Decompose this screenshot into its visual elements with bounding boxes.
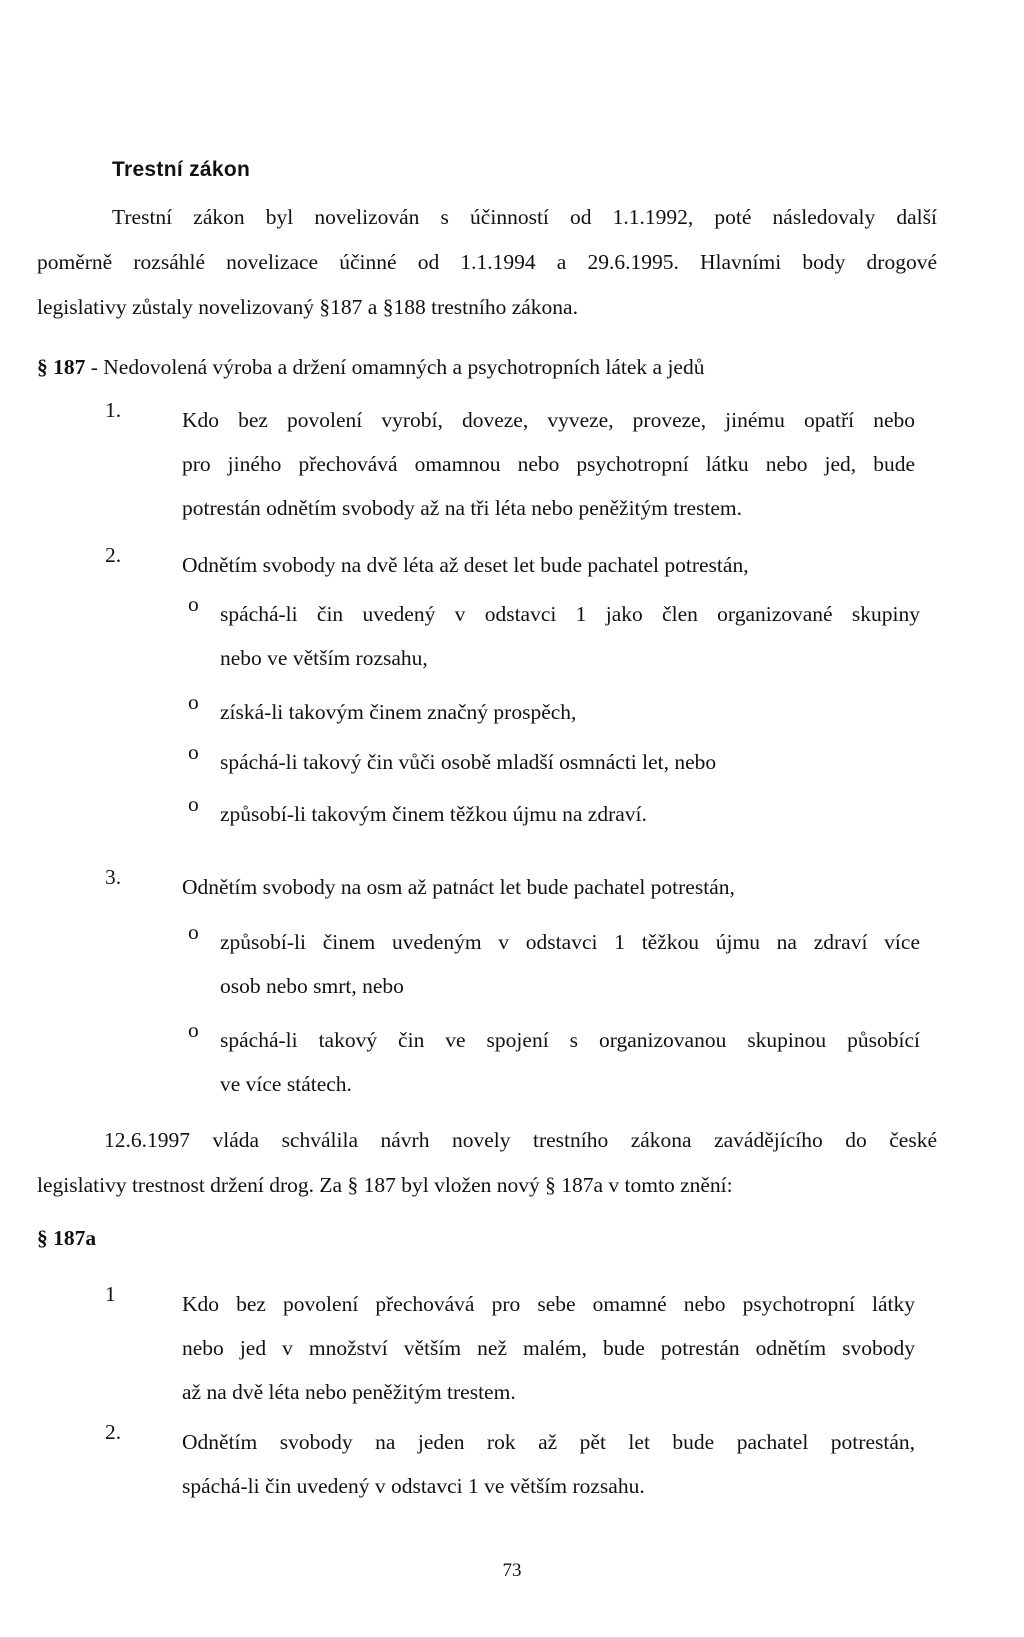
item-number: 2. (105, 543, 122, 567)
bullet-line: způsobí-li takovým činem těžkou újmu na zdraví. (220, 802, 647, 826)
item-text (182, 1420, 915, 1508)
bullet-mark: o (188, 920, 199, 944)
bullet-text (220, 592, 920, 680)
note-line: legislativy trestnost držení drog. Za § 187 byl vložen nový § 187a v tomto znění: (37, 1173, 733, 1197)
bullet-line: získá-li takovým činem značný prospěch, (220, 700, 577, 724)
bullet-text (220, 740, 920, 784)
item-line: Odnětím svobody na jeden rok až pět let bude pachatel potrestán, (182, 1430, 915, 1454)
item-number: 1 (105, 1282, 116, 1306)
section-symbol: § 187 (37, 355, 86, 379)
note-line: 12.6.1997 vláda schválila návrh novely trestního zákona zavádějícího do české (104, 1128, 937, 1152)
section-symbol: § 187a (37, 1226, 97, 1250)
note-paragraph (37, 1118, 937, 1208)
item-line: Kdo bez povolení vyrobí, doveze, vyveze, proveze, jinému opatří nebo (182, 408, 915, 432)
item-text (182, 543, 915, 587)
intro-paragraph (37, 195, 937, 330)
item-text (182, 865, 915, 909)
bullet-text (220, 1018, 920, 1106)
item-line: spáchá-li čin uvedený v odstavci 1 ve větším rozsahu. (182, 1474, 645, 1498)
intro-line: poměrně rozsáhlé novelizace účinné od 1.1.1994 a 29.6.1995. Hlavními body drogové (37, 250, 937, 274)
item-number: 3. (105, 865, 122, 889)
item-line: až na dvě léta nebo peněžitým trestem. (182, 1380, 516, 1404)
item-text (182, 398, 915, 530)
bullet-line: osob nebo smrt, nebo (220, 974, 404, 998)
bullet-line: spáchá-li takový čin vůči osobě mladší osmnácti let, nebo (220, 750, 717, 774)
bullet-mark: o (188, 592, 199, 616)
section-title-text: - Nedovolená výroba a držení omamných a psychotropních látek a jedů (90, 355, 705, 379)
section-187-title (37, 355, 704, 380)
item-number: 1. (105, 398, 122, 422)
bullet-mark: o (188, 740, 199, 764)
intro-line: Trestní zákon byl novelizován s účinností od 1.1.1992, poté následovaly další (112, 205, 937, 229)
bullet-text (220, 792, 920, 836)
item-line: potrestán odnětím svobody až na tři léta nebo peněžitým trestem. (182, 496, 743, 520)
bullet-line: spáchá-li takový čin ve spojení s organizovanou skupinou působící (220, 1028, 920, 1052)
bullet-line: nebo ve větším rozsahu, (220, 646, 428, 670)
bullet-line: způsobí-li činem uvedeným v odstavci 1 těžkou újmu na zdraví více (220, 930, 920, 954)
item-line: Kdo bez povolení přechovává pro sebe omamné nebo psychotropní látky (182, 1292, 915, 1316)
bullet-line: ve více státech. (220, 1072, 352, 1096)
item-number: 2. (105, 1420, 122, 1444)
page-title: Trestní zákon (112, 158, 251, 181)
item-line: pro jiného přechovává omamnou nebo psychotropní látku nebo jed, bude (182, 452, 915, 476)
item-line: nebo jed v množství větším než malém, bude potrestán odnětím svobody (182, 1336, 915, 1360)
bullet-mark: o (188, 1018, 199, 1042)
item-line: Odnětím svobody na osm až patnáct let bude pachatel potrestán, (182, 875, 735, 899)
bullet-mark: o (188, 792, 199, 816)
bullet-text (220, 690, 920, 734)
item-line: Odnětím svobody na dvě léta až deset let bude pachatel potrestán, (182, 553, 749, 577)
section-187a-title (37, 1226, 96, 1251)
page-number: 73 (502, 1560, 522, 1581)
intro-line: legislativy zůstaly novelizovaný §187 a §188 trestního zákona. (37, 295, 578, 319)
bullet-mark: o (188, 690, 199, 714)
bullet-line: spáchá-li čin uvedený v odstavci 1 jako člen organizované skupiny (220, 602, 920, 626)
bullet-text (220, 920, 920, 1008)
item-text (182, 1282, 915, 1414)
